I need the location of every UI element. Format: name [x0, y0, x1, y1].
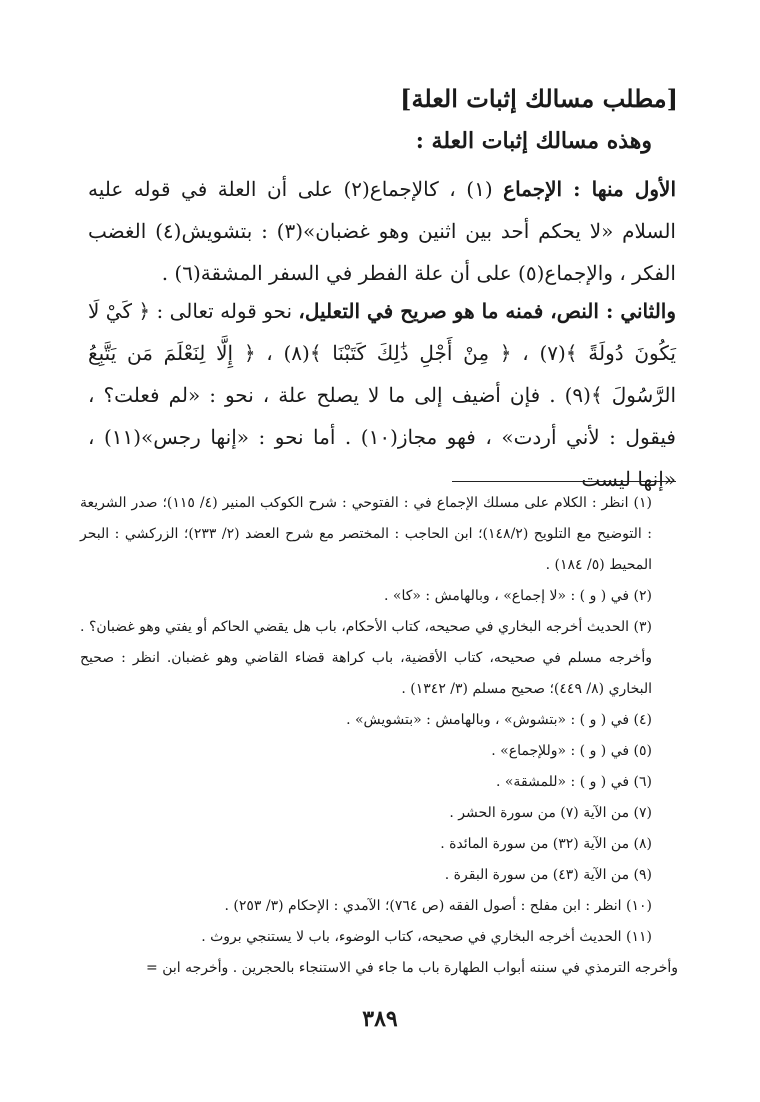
paragraph-lead: والثاني : النص، فمنه ما هو صريح في التعليل، [298, 299, 676, 323]
footnote: (٩) من الآية (٤٣) من سورة البقرة . [444, 867, 652, 883]
footnotes [80, 488, 678, 984]
footnote: (٥) في ( و ) : «وللإجماع» . [491, 743, 652, 759]
footnote: (٨) من الآية (٣٢) من سورة المائدة . [440, 836, 652, 852]
paragraph-lead: الأول منها : الإجماع [503, 177, 677, 201]
page-number: ٣٨٩ [362, 1006, 398, 1032]
paragraph-consensus [88, 168, 676, 294]
footnote: (٦) في ( و ) : «للمشقة» . [495, 774, 652, 790]
footnote: (١) انظر : الكلام على مسلك الإجماع في : الفتوحي : شرح الكوكب المنير (٤/ ١١٥)؛ صدر الشريعة : التوضيح مع التلويح (١٤٨/٢)؛ ابن الحاجب : المختصر مع شرح العضد (٢/ ٢٣٣)؛ الزركشي : البحر المحيط (٥/ ١٨٤) . [80, 495, 652, 573]
footnote: (١١) الحديث أخرجه البخاري في صحيحه، كتاب الوضوء، باب لا يستنجي بروث . [201, 929, 652, 945]
footnote: (٣) الحديث أخرجه البخاري في صحيحه، كتاب الأحكام، باب هل يقضي الحاكم أو يفتي وهو غضبان؟ . وأخرجه مسلم في صحيحه، كتاب الأقضية، باب كراهة قضاء القاضي وهو غضبان. انظر : صحيح البخاري (٨/ ٤٤٩)؛ صحيح مسلم (٣/ ١٣٤٢) . [80, 619, 652, 697]
footnote: (٧) من الآية (٧) من سورة الحشر . [449, 805, 652, 821]
footnote: (٢) في ( و ) : «لا إجماع» ، وبالهامش : «كا» . [383, 588, 652, 604]
section-intro: وهذه مسالك إثبات العلة : [415, 128, 652, 154]
paragraph-text [88, 290, 676, 500]
paragraph-body: نحو قوله تعالى : ﴿ كَيْ لَا يَكُونَ دُولَةً ﴾(٧) ، ﴿ مِنْ أَجْلِ ذَٰلِكَ كَتَبْنَا ﴾(٨) ، ﴿ إِلَّا لِنَعْلَمَ مَن يَتَّبِعُ الرَّسُولَ ﴾(٩) . فإن أضيف إلى ما لا يصلح علة ، نحو : «لم فعلت؟ ، فيقول : لأني أردت» ، فهو مجاز(١٠) . أما نحو : «إنها رجس»(١١) ، «إنها ليست [88, 299, 677, 491]
section-heading: [مطلب مسالك إثبات العلة] [400, 84, 678, 113]
paragraph-body: (١) ، كالإجماع(٢) على أن العلة في قوله عليه السلام «لا يحكم أحد بين اثنين وهو غضبان»(٣) : بتشويش(٤) الغضب الفكر ، والإجماع(٥) على أن علة الفطر في السفر المشقة(٦) . [88, 177, 676, 285]
footnote-separator [452, 481, 676, 482]
footnote: (١٠) انظر : ابن مفلح : أصول الفقه (ص ٧٦٤)؛ الآمدي : الإحكام (٣/ ٢٥٣) . [224, 898, 652, 914]
footnote: (٤) في ( و ) : «بتشوش» ، وبالهامش : «بتشويش» . [346, 712, 652, 728]
footnote-continuation: وأخرجه الترمذي في سننه أبواب الطهارة باب ما جاء في الاستنجاء بالحجرين . وأخرجه ابن = [146, 960, 678, 976]
